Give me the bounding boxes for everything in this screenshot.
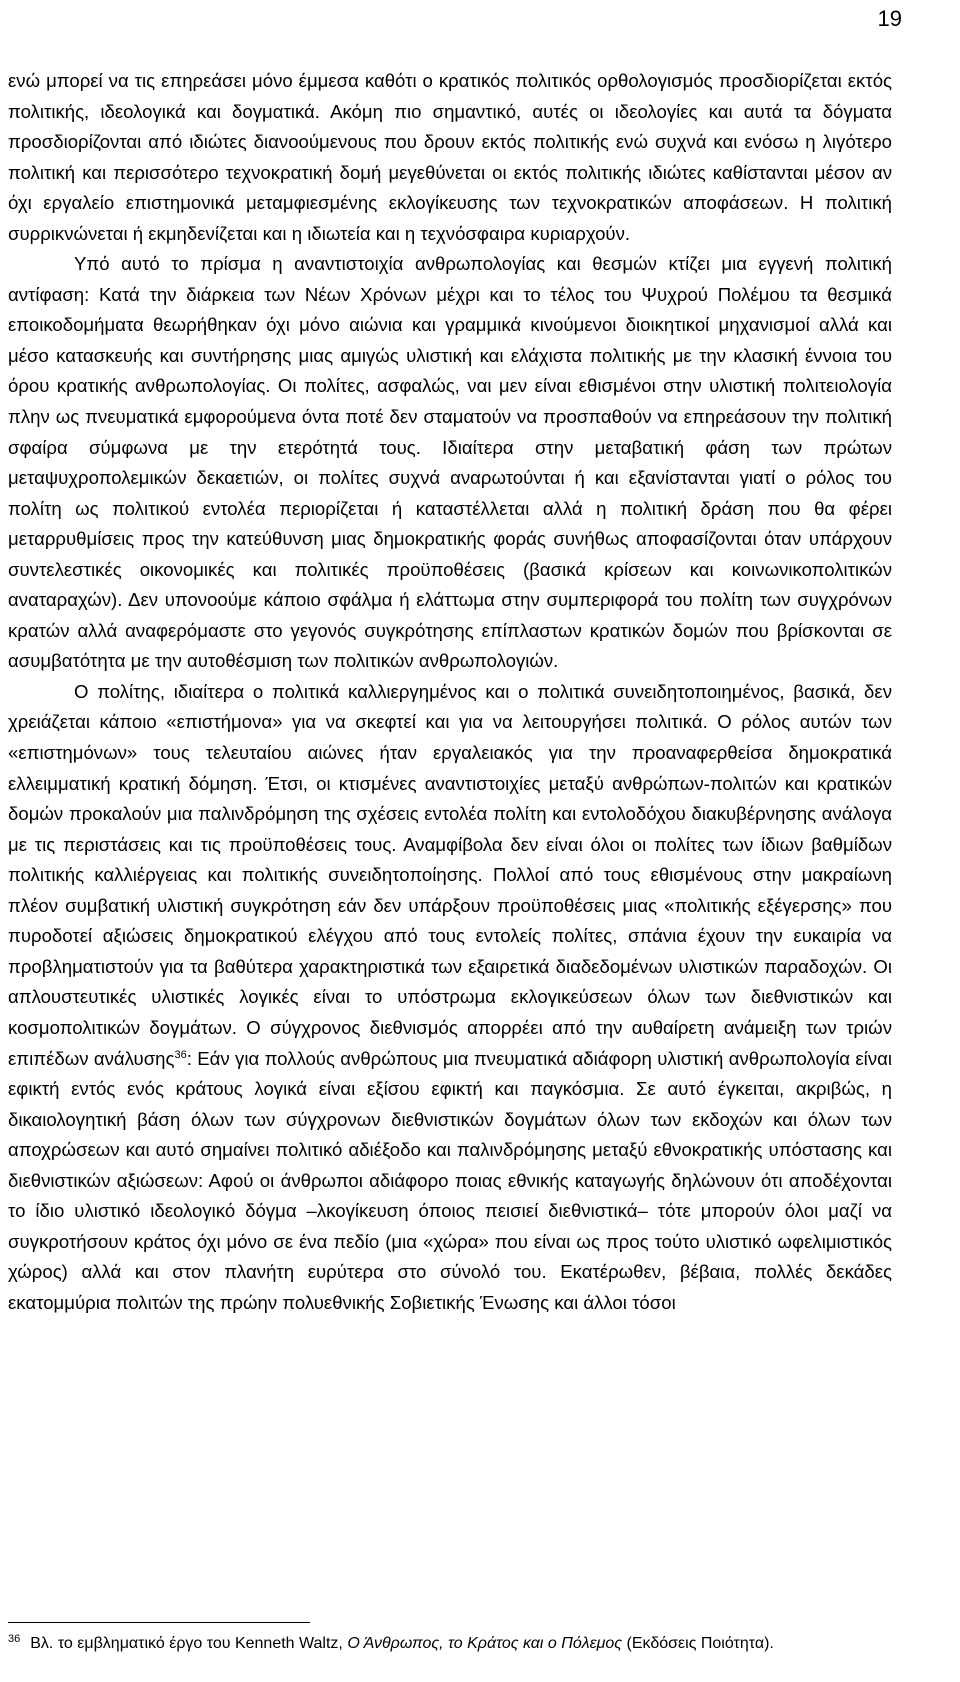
footnote-book-title: Ο Άνθρωπος, το Κράτος και ο Πόλεμος [347,1635,623,1652]
paragraph-1: ενώ μπορεί να τις επηρεάσει μόνο έμμεσα καθότι ο κρατικός πολιτικός ορθολογισμός προσδιορίζεται εκτός πολιτικής, ιδεολογικά και δογματικά. Ακόμη πιο σημαντικό, αυτές οι ιδεολογίες και αυτά τα δόγματα προσδιορίζονται από ιδιώτες διανοούμενους που δρουν εκτός πολιτικής ενώ συχνά και ενόσω η λιγότερο πολιτική και περισσότερο τεχνοκρατική δομή μεγεθύνεται οι εκτός πολιτικής ιδιώτες καθίστανται μέσον αν όχι εργαλείο επιστημονικά μεταμφιεσμένης εκλογίκευσης των τεχνοκρατικών αποφάσεων. Η πολιτική συρρικνώνεται ή εκμηδενίζεται και η ιδιωτεία και η τεχνόσφαιρα κυριαρχούν. [8,70,892,244]
paragraph-3 [8,677,892,1318]
footnote-separator [8,1622,310,1623]
paragraph-3-part-1: Ο πολίτης, ιδιαίτερα ο πολιτικά καλλιεργημένος και ο πολιτικά συνειδητοποιημένος, βασικά, δεν χρειάζεται κάποιο «επιστήμονα» για να σκεφτεί και για να λειτουργήσει πολιτικά. Ο ρόλος αυτών των «επιστημόνων» τους τελευταίου αιώνες ήταν εργαλειακός για την προαναφερθείσα δημοκρατικά ελλειμματική κρατική δόμηση. Έτσι, οι κτισμένες αναντιστοιχίες μεταξύ ανθρώπων-πολιτών και κρατικών δομών προκαλούν μια παλινδρόμηση της σχέσεις εντολέα πολίτη και εντολοδόχου διακυβέρνησης ανάλογα με τις περιστάσεις και τις προϋποθέσεις τους. Αναμφίβολα δεν είναι όλοι οι πολίτες των ίδιων βαθμίδων πολιτικής καλλιέργειας και πολιτικής συνειδητοποίησης. Πολλοί από τους εθισμένους στην μακραίωνη πλέον συμβατική υλιστική συγκρότηση εάν δεν υπάρξουν προϋποθέσεις μιας «πολιτικής εξέγερσης» που πυροδοτεί αξιώσεις δημοκρατικού ελέγχου από τους εντολείς πολίτες, σπάνια έχουν την ευκαιρία να προβληματιστούν για τα βαθύτερα χαρακτηριστικά των εξαιρετικά διαδεδομένων υλιστικών παραδοχών. Οι απλουστευτικές υλιστικές λογικές είναι το υπόστρωμα εκλογικεύσεων όλων των διεθνιστικών και κοσμοπολιτικών δογμάτων. Ο σύγχρονος διεθνισμός απορρέει από την αυθαίρετη ανάμειξη των τριών επιπέδων ανάλυσης [8,680,892,1069]
paragraph-2: Υπό αυτό το πρίσμα η αναντιστοιχία ανθρωπολογίας και θεσμών κτίζει μια εγγενή πολιτική αντίφαση: Κατά την διάρκεια των Νέων Χρόνων μέχρι και το τέλος του Ψυχρού Πολέμου τα θεσμικά εποικοδομήματα θεωρήθηκαν όχι μόνο αιώνια και γραμμικά κινούμενοι διοικητικοί μηχανισμοί αλλά και μέσο κατασκευής και συντήρησης μιας αμιγώς υλιστική και ελάχιστα πολιτικής με την κλασική έννοια του όρου κρατικής ανθρωπολογίας. Οι πολίτες, ασφαλώς, ναι μεν είναι εθισμένοι στην υλιστική πολιτειολογία πλην ως πνευματικά εμφορούμενα όντα ποτέ δεν σταματούν να προσπαθούν να επηρεάσουν την πολιτική σφαίρα σύμφωνα με την ετερότητά τους. Ιδιαίτερα στην μεταβατική φάση των πρώτων μεταψυχροπολεμικών δεκαετιών, οι πολίτες συχνά αναρωτούνται ή και εξανίστανται γιατί ο ρόλος του πολίτη ως πολιτικού εντολέα περιορίζεται ή καταστέλλεται αλλά η πολιτική δράση που θα φέρει μεταρρυθμίσεις προς την κατεύθυνση μιας δημοκρατικής φοράς συνήθως αποφασίζονται όταν υπάρχουν συντελεστικές οικονομικές και πολιτικές προϋποθέσεις (βασικά κρίσεων και κοινωνικοπολιτικών αναταραχών). Δεν υπονοούμε κάποιο σφάλμα ή ελάττωμα στην συμπεριφορά του πολίτη των συγχρόνων κρατών αλλά αναφερόμαστε στο γεγονός συγκρότησης επίπλαστων κρατικών δομών που βρίσκονται σε ασυμβατότητα με την αυτοθέσμιση των πολιτικών ανθρωπολογιών. [8,253,892,672]
footnote [8,1631,892,1657]
paragraph-3-part-2: : Εάν για πολλούς ανθρώπους μια πνευματικά αδιάφορη υλιστική ανθρωπολογία είναι εφικτή εντός ενός κράτους λογικά είναι εξίσου εφικτή και παγκόσμια. Σε αυτό έγκειται, ακριβώς, η δικαιολογητική βάση όλων των σύγχρονων διεθνιστικών δογμάτων όλων των εκδοχών και όλων των αποχρώσεων και αυτό σημαίνει πολιτικό αδιέξοδο και παλινδρόμησης μεταξύ εθνοκρατικής υπόστασης και διεθνιστικών αξιώσεων: Αφού οι άνθρωποι αδιάφορο ποιας εθνικής καταγωγής δηλώνουν ότι αποδέχονται το ίδιο υλιστικό ιδεολογικό δόγμα –λκογίκευση όποιος πεισιεί διεθνιστικά– τότε μπορούν όλοι μαζί να συγκροτήσουν κράτος όχι μόνο σε ένα πεδίο (μια «χώρα» που είναι ως προς τούτο υλιστικό ωφελιμιστικός χώρος) αλλά και στον πλανήτη ευρύτερα στο σύνολό του. Εκατέρωθεν, βέβαια, πολλές δεκάδες εκατομμύρια πολιτών της πρώην πολυεθνικής Σοβιετικής Ένωσης και άλλοι τόσοι [8,1047,892,1313]
page-number: 19 [877,6,902,31]
footnote-reference[interactable]: 36 [174,1048,187,1061]
footnote-mark: 36 [8,1632,21,1645]
body-text [8,66,892,1318]
footnote-publisher: (Εκδόσεις Ποιότητα). [622,1635,774,1652]
footnote-text: Βλ. το εμβληματικό έργο του Kenneth Waltz, [30,1635,348,1652]
